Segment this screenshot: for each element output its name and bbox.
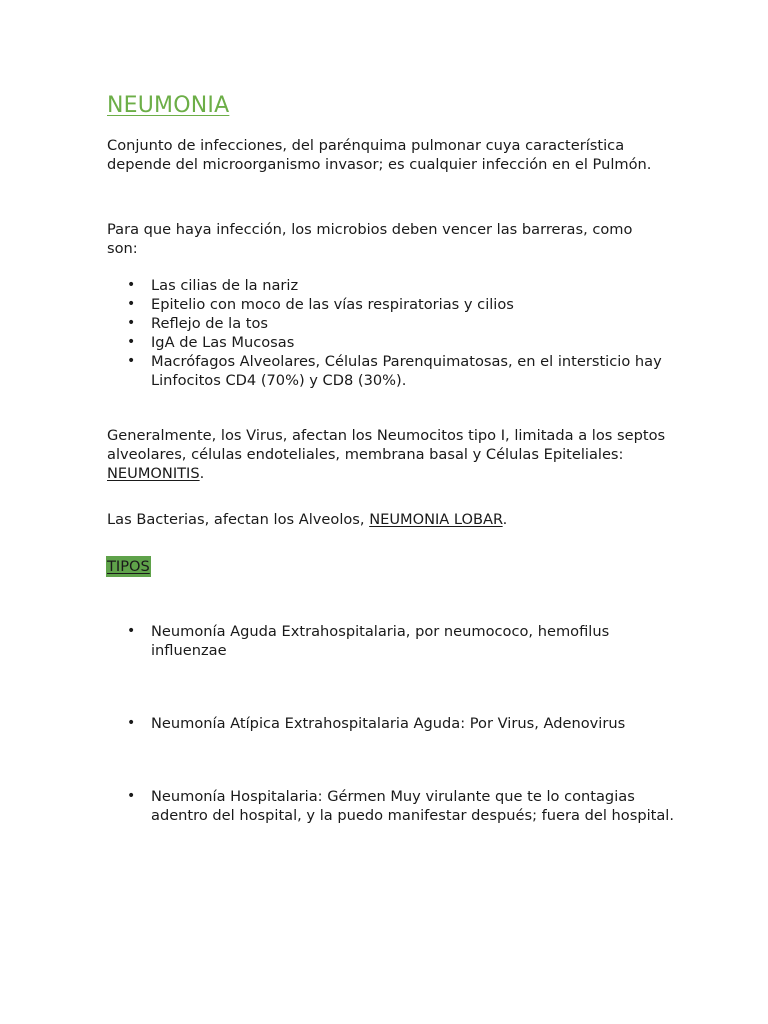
list-item: • Neumonía Hospitalaria: Gérmen Muy virulante que te lo contagias adentro del hospital, y la puedo manifestar después; fuera del hospital. bbox=[107, 787, 677, 825]
list-item: • Neumonía Aguda Extrahospitalaria, por neumococo, hemofilus influenzae bbox=[107, 622, 677, 660]
neumonitis-term: NEUMONITIS bbox=[107, 465, 200, 482]
virus-text: Generalmente, los Virus, afectan los Neumocitos tipo I, limitada a los septos alveolares, células endoteliales, membrana basal y Células Epiteliales: bbox=[107, 427, 666, 463]
neumonia-lobar-term: NEUMONIA LOBAR bbox=[369, 511, 503, 528]
types-list-1 bbox=[107, 622, 677, 660]
types-list-2 bbox=[107, 714, 677, 733]
list-item: • Reflejo de la tos bbox=[107, 314, 677, 333]
list-item: • IgA de Las Mucosas bbox=[107, 333, 677, 352]
bacteria-paragraph bbox=[107, 510, 667, 529]
bacteria-end: . bbox=[502, 511, 508, 528]
document-title: NEUMONIA bbox=[107, 93, 230, 118]
barriers-list bbox=[107, 276, 677, 390]
list-item: • Macrófagos Alveolares, Células Parenquimatosas, en el intersticio hay Linfocitos CD4 (70%) y CD8 (30%). bbox=[107, 352, 677, 390]
barriers-intro-paragraph: Para que haya infección, los microbios deben vencer las barreras, como son: bbox=[107, 221, 633, 257]
virus-end: . bbox=[199, 465, 205, 482]
list-item: • Las cilias de la nariz bbox=[107, 276, 677, 295]
bacteria-text: Las Bacterias, afectan los Alveolos, bbox=[107, 511, 370, 528]
types-list-3 bbox=[107, 787, 677, 825]
intro-paragraph: Conjunto de infecciones, del parénquima pulmonar cuya característica depende del microorganismo invasor; es cualquier infección en el Pulmón. bbox=[107, 137, 652, 173]
types-heading: TIPOS bbox=[107, 558, 150, 575]
virus-paragraph bbox=[107, 426, 667, 483]
list-item: • Epitelio con moco de las vías respiratorias y cilios bbox=[107, 295, 677, 314]
list-item: • Neumonía Atípica Extrahospitalaria Aguda: Por Virus, Adenovirus bbox=[107, 714, 677, 733]
